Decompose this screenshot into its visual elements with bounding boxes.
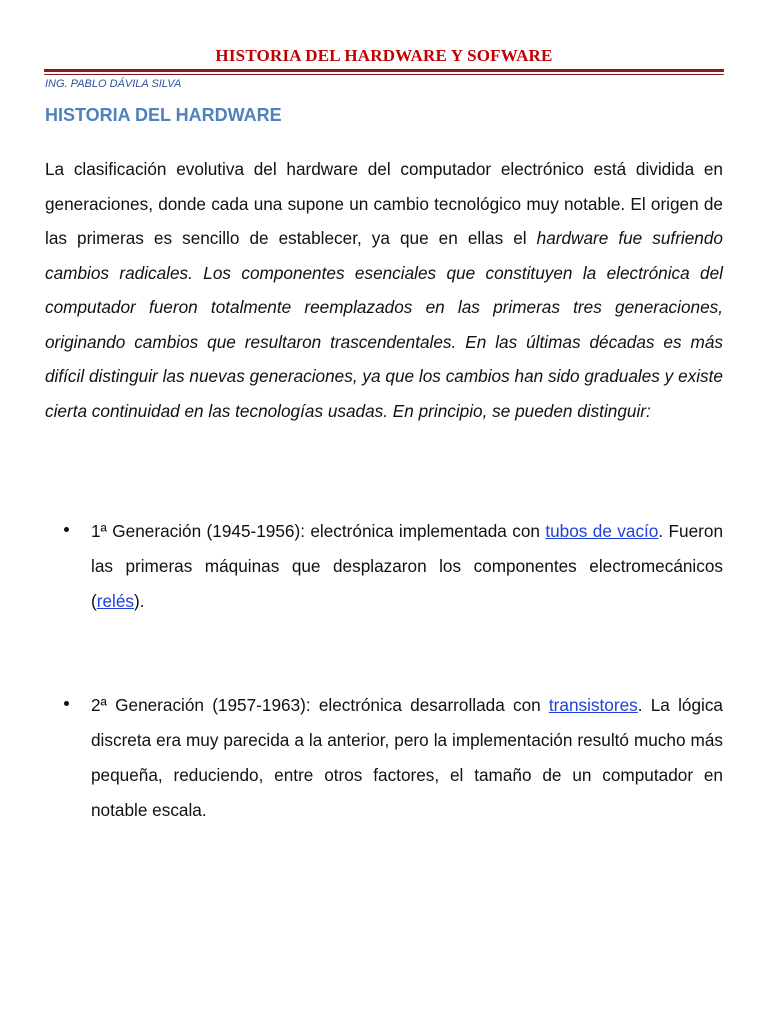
list-item-text — [91, 688, 723, 828]
link-transistores[interactable]: transistores — [548, 695, 638, 715]
link-tubos-de-vacio[interactable]: tubos de vacío — [545, 521, 659, 541]
header-rule-thick — [44, 69, 724, 72]
author-name: ING. PABLO DÁVILA SILVA — [45, 78, 182, 90]
document-header-title: HISTORIA DEL HARDWARE Y SOFWARE — [215, 46, 553, 65]
list-item-text-end: ). — [134, 591, 145, 611]
list-item-text-end: . La lógica discreta era muy parecida a la anterior, pero la implementación resultó mucho más pequeña, reduciendo, entre otros factores, el tamaño de un computador en notable escala. — [91, 695, 723, 820]
paragraph-regular-text: La clasificación evolutiva del hardware del computador electrónico está dividida en generaciones, donde cada una supone un cambio tecnológico muy notable. El origen de las primeras es sencillo de establecer, ya que en ellas el — [45, 159, 723, 248]
list-item-text-start: 2ª Generación (1957-1963): electrónica desarrollada con — [91, 695, 549, 715]
paragraph-italic-text: hardware fue sufriendo cambios radicales. Los componentes esenciales que constituyen la electrónica del computador fueron totalmente reemplazados en las primeras tres generaciones, originando cambios que resultaron trascendentales. En las últimas décadas es más difícil distinguir las nuevas generaciones, ya que los cambios han sido graduales y existe cierta continuidad en las tecnologías usadas. En principio, se pueden distinguir: — [45, 228, 723, 421]
list-item-text-middle: . Fueron las primeras máquinas que desplazaron los componentes electromecánicos ( — [91, 521, 723, 611]
list-item-text — [91, 514, 723, 619]
section-heading: HISTORIA DEL HARDWARE — [45, 105, 282, 125]
bullet-icon — [64, 527, 69, 532]
bullet-icon — [64, 701, 69, 706]
list-item-text-start: 1ª Generación (1945-1956): electrónica implementada con — [91, 521, 546, 541]
header-rule-thin — [44, 74, 724, 75]
link-reles[interactable]: relés — [96, 591, 134, 611]
body-paragraph — [45, 152, 723, 428]
